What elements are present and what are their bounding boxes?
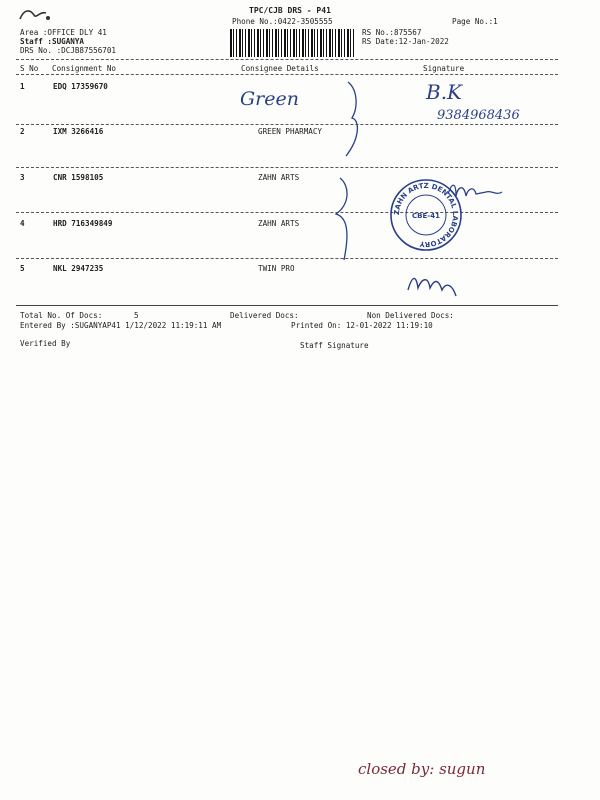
- consignment-number: NKL 2947235: [53, 264, 104, 273]
- area-field: Area :OFFICE DLY 41: [20, 28, 107, 37]
- handwritten-signature-bk: B.K: [426, 80, 462, 104]
- column-header-consignment: Consignment No: [52, 64, 117, 73]
- divider: [16, 74, 558, 75]
- row-sno: 1: [20, 82, 25, 91]
- consignee-name: GREEN PHARMACY: [258, 127, 323, 136]
- drs-number: DRS No. :DCJB87556701: [20, 46, 117, 55]
- page-number: Page No.:1: [452, 17, 498, 26]
- consignment-number: CNR 1598105: [53, 173, 104, 182]
- staff-field: Staff :SUGANYA: [20, 37, 85, 46]
- verified-by: Verified By: [20, 339, 71, 348]
- consignment-number: HRD 716349849: [53, 219, 113, 228]
- entered-by: Entered By :SUGANYAP41 1/12/2022 11:19:11 AM: [20, 321, 222, 330]
- stamp-center: CBE-41: [412, 212, 440, 220]
- row-sno: 3: [20, 173, 25, 182]
- stamp-text: ZAHN ARTZ DENTAL LABORATORY: [392, 181, 460, 249]
- divider: [16, 59, 558, 60]
- row-sno: 2: [20, 127, 25, 136]
- consignee-name: TWIN PRO: [258, 264, 295, 273]
- consignee-name: ZAHN ARTS: [258, 219, 300, 228]
- row-sno: 5: [20, 264, 25, 273]
- divider: [16, 258, 558, 259]
- column-header-signature: Signature: [423, 64, 465, 73]
- handwritten-green: Green: [240, 88, 299, 110]
- document-title: TPC/CJB DRS - P41: [249, 6, 331, 15]
- divider: [16, 167, 558, 168]
- handwritten-signature: [404, 268, 464, 300]
- rs-date: RS Date:12-Jan-2022: [362, 37, 449, 46]
- barcode: [230, 29, 354, 57]
- consignee-name: ZAHN ARTS: [258, 173, 300, 182]
- row-sno: 4: [20, 219, 25, 228]
- column-header-consignee: Consignee Details: [241, 64, 319, 73]
- consignment-number: EDQ 17359670: [53, 82, 108, 91]
- phone-number: Phone No.:0422-3505555: [232, 17, 333, 26]
- handwritten-bracket: [330, 174, 360, 264]
- handwritten-signature: [446, 178, 512, 206]
- handwritten-bracket: [338, 80, 368, 160]
- divider: [16, 212, 558, 213]
- total-docs-label: Total No. Of Docs:: [20, 311, 103, 320]
- column-header-sno: S No: [20, 64, 39, 73]
- total-docs-value: 5: [134, 311, 139, 320]
- logo-icon: [18, 7, 54, 25]
- non-delivered-docs: Non Delivered Docs:: [367, 311, 454, 320]
- staff-signature-label: Staff Signature: [300, 341, 369, 350]
- rs-number: RS No.:875567: [362, 28, 422, 37]
- handwritten-phone: 9384968436: [437, 108, 520, 123]
- delivered-docs: Delivered Docs:: [230, 311, 299, 320]
- printed-on: Printed On: 12-01-2022 11:19:10: [291, 321, 433, 330]
- consignment-number: IXM 3266416: [53, 127, 104, 136]
- handwritten-closed-note: closed by: sugun: [358, 760, 486, 778]
- divider: [16, 305, 558, 306]
- divider: [16, 124, 558, 125]
